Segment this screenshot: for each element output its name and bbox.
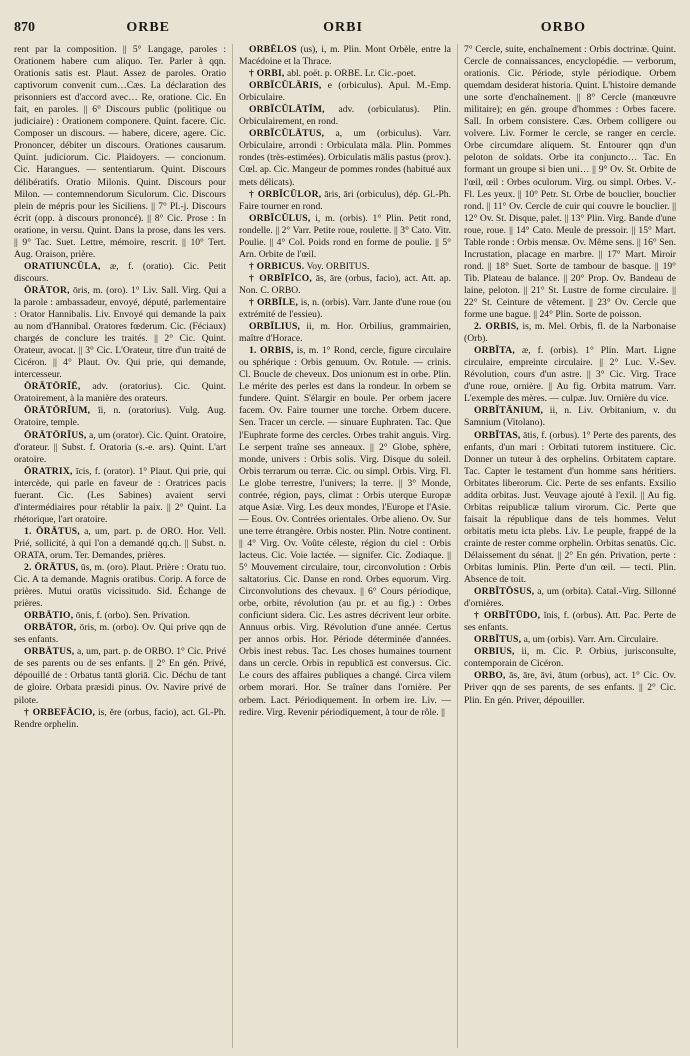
entry-headword: ORBĬCŬLĀTĬM, bbox=[249, 104, 325, 116]
entry-definition: ōnis, f. (orbo). Sen. Privation. bbox=[75, 610, 191, 622]
entry-definition: adv. (oratorius). Cic. Quint. Oratoirement, à la manière des orateurs. bbox=[14, 381, 226, 405]
entry-headword: ORBĀTOR, bbox=[24, 622, 77, 634]
dictionary-entry bbox=[239, 189, 451, 213]
dictionary-entry bbox=[14, 261, 226, 285]
entry-headword: 1. ŌRĀTUS, bbox=[24, 525, 80, 537]
entry-headword: ORBIUS, bbox=[474, 646, 515, 658]
entry-definition: e (orbiculus). Apul. M.-Emp. Orbiculaire. bbox=[239, 80, 451, 104]
entry-definition: ii, m. Hor. Orbilius, grammairien, maître d'Horace. bbox=[239, 321, 451, 345]
entry-definition: a, um (orbita). Catal.-Virg. Sillonné d'ornières. bbox=[464, 586, 676, 610]
dictionary-entry bbox=[239, 273, 451, 297]
dictionary-entry bbox=[464, 345, 676, 405]
dictionary-entry bbox=[239, 261, 451, 273]
dictionary-entry bbox=[14, 381, 226, 405]
entry-headword: † ORBI, bbox=[249, 68, 285, 80]
dictionary-entry bbox=[464, 670, 676, 706]
entry-headword: 2. ORBIS, bbox=[474, 321, 519, 333]
entry-definition: æ, f. (orbis). 1° Plin. Mart. Ligne circulaire, empreinte circulaire. || 2° Luc. V.-Sev. Révolution, cours d'un astre. || 3° Cic. Virg. Trace d'une roue, ornière. || Au fig. Orbita matrum. Varr. L'exemple des mères. — culpæ. Juv. Ornière du vice. bbox=[464, 345, 676, 405]
dictionary-entry bbox=[239, 44, 451, 68]
entry-headword: † ORBĬTŪDO, bbox=[474, 610, 541, 622]
dictionary-entry bbox=[14, 622, 226, 646]
entry-headword: ŌRĀTOR, bbox=[24, 284, 70, 296]
entry-headword: ORATIUNCŬLA, bbox=[24, 260, 101, 272]
dictionary-entry bbox=[464, 430, 676, 587]
entry-headword: ORBĬTA, bbox=[474, 345, 515, 357]
entry-definition: abl. poët. p. ORBE. Lr. Cic.-poet. bbox=[286, 68, 416, 80]
entry-headword: † ORBICUS. bbox=[249, 260, 305, 272]
dictionary-entry bbox=[14, 430, 226, 466]
entry-definition: a, um (orbis). Varr. Arn. Circulaire. bbox=[523, 634, 659, 646]
entry-headword: ORBĬTUS, bbox=[474, 634, 522, 646]
dictionary-entry bbox=[14, 44, 226, 261]
dictionary-entry bbox=[14, 285, 226, 381]
entry-headword: 2. ŌRĀTUS, bbox=[24, 562, 79, 574]
dictionary-entry bbox=[464, 321, 676, 345]
dictionary-entry bbox=[464, 44, 676, 321]
entry-definition: adv. (orbiculatus). Plin. Orbiculairement, en rond. bbox=[239, 104, 451, 128]
entry-definition: ās, āre, āvi, ātum (orbus), act. 1° Cic. Ov. Priver qqn de ses parents, de ses enfants. || 2° Cic. Plin. En gén. Priver, dépouiller. bbox=[464, 670, 676, 706]
entry-headword: ŌRĀTŌRĬĒ, bbox=[24, 381, 81, 393]
entry-headword: ORBĀTIO, bbox=[24, 610, 74, 622]
dictionary-entry bbox=[14, 610, 226, 622]
entry-definition: rent par la composition. || 5° Langage, paroles : Orationem habere cum aliquo. Ter. Parler à qqn. Orationis satis est. Plaut. Assez de paroles. Oratio captivorum convenit cum…Cæs. La déclaration des prisonniers est d'accord avec… Re, oratione. Cic. En fait, en paroles. || 6° Discours public (politique ou judiciaire) : Orationem componere. Quint. facere. Cic. Composer un discours. — habere, dicere, agere. Cic. Prononcer, débiter un discours. Orationes causarum. Quint. judiciorum. Cic. Plaidoyers. — concionum. Cic. Harangues. — sententiarum. Quint. Discours délibératifs. Oratio Milonis. Quint. Discours pour Milon. — contemnendorum Siculorum. Cic. Discours plein de mépris pour les Siciliens. || 7° Pl.-j. Discours écrit (opp. à discours prononcé). || 8° Cic. Prose : In oratione, in versu. Quint. Dans la prose, dans les vers. || 9° Tac. Suet. Lettre, mémoire, rescrit. || 10° Tert. Aug. Oraison, prière. bbox=[14, 44, 226, 260]
dictionary-entry bbox=[14, 466, 226, 526]
entry-headword: ORBĬTŌSUS, bbox=[474, 586, 535, 598]
entry-definition: is, ĕre (orbus, facio), act. Gl.-Ph. Rendre orphelin. bbox=[14, 706, 226, 730]
entry-definition: ii, m. Cic. P. Orbius, jurisconsulte, contemporain de Cicéron. bbox=[464, 646, 676, 670]
entry-definition: ii, n. Liv. Orbitanium, v. du Samnium (Vitolano). bbox=[464, 405, 676, 429]
dictionary-entry bbox=[14, 405, 226, 429]
header-left-word: ORBE bbox=[126, 20, 170, 35]
dictionary-entry bbox=[14, 646, 226, 706]
entry-definition: a, um (orbiculus). Varr. Orbiculaire, arrondi : Orbiculata māla. Plin. Pommes rondes (très-estimées). Orbiculatis mālis pastus (prov.). Cœl. ap. Cic. Mangeur de pommes rondes (habitué aux mets délicats). bbox=[239, 128, 451, 188]
dictionary-entry bbox=[464, 405, 676, 429]
entry-definition: æ, f. (oratio). Cic. Petit discours. bbox=[14, 260, 226, 284]
entry-definition: a, um, part. p. de ORBO. 1° Cic. Privé de ses parents ou de ses enfants. || 2° En gén. Privé, dépouillé de : Orbatus tantā gloriā. Cic. Déchu de tant de gloire. Orbata præsidi pinus. Ov. Navire privé de pilote. bbox=[14, 646, 226, 706]
entry-headword: ORBĀTUS, bbox=[24, 646, 75, 658]
column-2 bbox=[232, 44, 451, 1048]
entry-headword: ORBO, bbox=[474, 670, 506, 682]
dictionary-entry bbox=[464, 646, 676, 670]
dictionary-entry bbox=[239, 68, 451, 80]
entry-headword: ORBĬCŬLUS, bbox=[249, 212, 311, 224]
dictionary-entry bbox=[14, 526, 226, 562]
page-number: 870 bbox=[14, 20, 35, 35]
dictionary-entry bbox=[14, 562, 226, 610]
entry-headword: ORBĬCŬLĀTUS, bbox=[249, 128, 325, 140]
entry-definition: ūs, m. (oro). Plaut. Prière : Oratu tuo. Cic. A ta demande. Magnis oratibus. Corip. A force de prières. Mutui oratūs vicissitudo. Sid. Échange de prières. bbox=[14, 562, 226, 610]
dictionary-entry bbox=[239, 80, 451, 104]
entry-definition: ĭi, n. (oratorius). Vulg. Aug. Oratoire, temple. bbox=[14, 405, 226, 429]
entry-definition: Voy. ORBITUS. bbox=[306, 260, 370, 272]
entry-definition: (us), i, m. Plin. Mont Orbèle, entre la Macédoine et la Thrace. bbox=[239, 44, 451, 68]
entry-definition: ōris, m. (oro). 1° Liv. Sall. Virg. Qui a la parole : ambassadeur, envoyé, député, parlementaire : Orator Hannibalis. Liv. Envoyé qui demande la paix au nom d'Hannibal. Oratores fœderum. Cic. (Féciaux) chargés de conclure les traités. || 2° Cic. Quint. Orateur, avocat. || 3° Cic. L'Orateur, titre d'un traité de Cicéron. || 4° Plaut. Ov. Qui prie, qui demande, intercesseur. bbox=[14, 284, 226, 381]
entry-headword: 1. ORBIS, bbox=[249, 345, 294, 357]
entry-definition: ĭnis, f. (orbus). Att. Pac. Perte de ses enfants. bbox=[464, 610, 676, 634]
entry-definition: īcis, f. (orator). 1° Plaut. Qui prie, qui intercède, qui parle en faveur de : Oratrices pacis fuerant. Cic. (Les Sabines) avaient servi d'intermédiaires pour rétablir la paix. || 2° Quint. La rhétorique, l'art oratoire. bbox=[14, 465, 226, 525]
entry-definition: ātis, f. (orbus). 1° Perte des parents, des enfants, d'un mari : Orbitati tutorem instituere. Cic. Donner un tuteur à des orphelins. Orbitatem captare. Tac. Capter le testament d'un homme sans héritiers. Orbitates liberorum. Cic. Perte de ses enfants. Exsilio addita orbitas. Just. Veuvage ajouté à l'exil. || Au fig. Orbitas reipublicæ talium virorum. Cic. Perte que faisait la république dans de tels hommes. Velut orbitatis metu icta plebs. Liv. Le peuple, frappé de la crainte de rester comme orphelin. Orbitas senatūs. Cic. Délaissement du sénat. || 2° En gén. Privation, perte : Orbitas luminis. Plin. Perte d'un œil. — tecti. Plin. Absence de toit. bbox=[464, 429, 676, 586]
entry-definition: i, m. (orbis). 1° Plin. Petit rond, rondelle. || 2° Varr. Petite roue, roulette. || 3° Cato. Vitr. Poulie. || 4° Col. Poids rond en forme de poulie. || 5° Arn. Orbite de l'œil. bbox=[239, 212, 451, 260]
text-columns bbox=[14, 44, 676, 1048]
entry-headword: ŌRĀTŌRĬUM, bbox=[24, 405, 91, 417]
entry-headword: ŌRĀTŌRĬUS, bbox=[24, 429, 87, 441]
dictionary-entry bbox=[239, 104, 451, 128]
column-3 bbox=[457, 44, 676, 1048]
column-1 bbox=[14, 44, 226, 1048]
dictionary-entry bbox=[464, 586, 676, 610]
dictionary-entry bbox=[239, 345, 451, 718]
entry-definition: ās, āre (orbus, facio), act. Att. ap. Non. C. ORBO. bbox=[239, 272, 451, 296]
entry-headword: ORBĬCŬLĀRIS, bbox=[249, 80, 322, 92]
entry-definition: āris, āri (orbiculus), dép. Gl.-Ph. Faire tourner en rond. bbox=[239, 188, 451, 212]
entry-definition: a, um, part. p. de ORO. Hor. Vell. Prié, sollicité, à qui l'on a demandé qq.ch. || Subst. n. ORATA, orum. Ter. Demandes, prières. bbox=[14, 525, 226, 561]
dictionary-entry bbox=[239, 297, 451, 321]
entry-definition: is, n. (orbis). Varr. Jante d'une roue (ou extrémité de l'essieu). bbox=[239, 296, 451, 321]
entry-definition: is, m. Mel. Orbis, fl. de la Narbonaise (Orb). bbox=[464, 321, 676, 345]
dictionary-entry bbox=[14, 707, 226, 731]
entry-headword: ORBĬTAS, bbox=[474, 429, 521, 441]
entry-headword: † ORBĪLE, bbox=[249, 296, 299, 308]
entry-definition: a, um (orator). Cic. Quint. Oratoire, d'orateur. || Subst. f. Oratoria (s.-e. ars). Quint. L'art oratoire. bbox=[14, 429, 226, 465]
entry-headword: † ORBEFĀCIO, bbox=[24, 706, 96, 718]
entry-headword: ŌRATRIX, bbox=[24, 465, 73, 477]
entry-definition: is, m. 1° Rond, cercle, figure circulaire ou sphérique : Orbis genuum. Ov. Rotule. — crinis. Cl. Boucle de cheveux. Dos unionum est in orbe. Plin. Le mérite des perles est dans la rondeur. In orbem se fundere. Quint. S'élargir en boule. Per orbem jacere facem. Ov. Faire tourner une torche. Orbem ducere. Sen. Tracer un cercle. — sinuare Euphraten. Tac. Que l'Euphrate forme des cercles. Orbes trahit anguis. Virg. Le serpent traîne ses anneaux. || 2° Globe, sphère, monde, univers : Orbis solis. Virg. Disque du soleil. Orbis terrarum ou terræ. Cic. ou simpl. Orbis. Virg. Fl. Le globe terrestre, l'univers; la terre. || 3° Monde, contrée, région, pays, climat : Orbis uterque Europæ atque Asiæ. Virg. Les deux mondes, l'Europe et l'Asie. — Eous. Ov. Contrées orientales. Orbe alieno. Ov. Sur une terre étrangère. Orbis noster. Plin. Notre continent. || 4° Virg. Ov. Voûte céleste, région du ciel : Orbis lacteus. Cic. Voie lactée. — signifer. Cic. Zodiaque. || 5° Mouvement circulaire, tour, circonvolution : Orbis saltatorius. Cic. Danse en rond. Orbes equorum. Virg. Circonvolutions des chevaux. || 6° Cours périodique, orbe, orbite, révolution (au pr. et au fig.) : Orbes conficiunt sidera. Cic. Les astres décrivent leur orbite. Annuus orbis. Virg. Révolution d'une année. Certus per annos orbis. Hor. Période déterminée d'années. Orbis inest rebus. Tac. Les choses humaines tournent dans un cercle. Orbis in republicā est conversus. Cic. Le cours des affaires publiques a changé. Circa vilem orbem morari. Hor. Se traîner dans l'ornière. Per orbem. Lact. Périodiquement. In orbem ire. Liv. — redire. Virg. Revenir périodiquement, à tour de rôle. || bbox=[239, 345, 451, 718]
header-right-word: ORBO bbox=[540, 20, 586, 35]
entry-definition: ōris, m. (orbo). Ov. Qui prive qqn de ses enfants. bbox=[14, 622, 226, 646]
dictionary-entry bbox=[239, 213, 451, 261]
header-center-word: ORBI bbox=[323, 20, 363, 35]
dictionary-entry bbox=[464, 634, 676, 646]
entry-headword: ORBĬTĀNIUM, bbox=[474, 405, 544, 417]
entry-definition: 7° Cercle, suite, enchaînement : Orbis doctrinæ. Quint. Cercle de connaissances, encyclopédie. — verborum, orationis. Cic. Période, style périodique. Orbem quemdam desiderat historia. Quint. L'histoire demande une sorte d'enchaînement. || 8° Cercle (manœuvre militaire); en gén. groupe d'hommes : Orbes facere. Sall. In orbem consistere. Cæs. Orbem colligere ou volvere. Liv. Former le cercle, se ranger en cercle. Orbe circumdare aliquem. St. Entourer qqn d'un peloton de soldats. Orbe ita conjuncto… Tac. En formant un groupe si bien uni… || 9° Ov. St. Orbite de l'œil, œil : Orbes oculorum. Virg. ou simpl. Orbes. V.-Fl. Les yeux. || 10° Petr. St. Orbe de bouclier, bouclier rond. || 11° Ov. Cercle de cuir qui couvre le bouclier. || 12° Ov. St. Disque, palet. || 13° Plin. Virg. Bande d'une roue, roue. || 14° Cato. Meule de pressoir. || 15° Mart. Table ronde : Orbis mensæ. Ov. Même sens. || 16° Sen. Incrustation, placage en marbre. || 17° Mart. Miroir rond. || 18° Suet. Sorte de tambour de basque. || 19° Tib. Plateau de balance. || 20° Prop. Ov. Bandeau de laine, peloton. || 21° St. Lustre de forme circulaire. || 22° St. Ceinture de vêtement. || 23° Ov. Cercle que forme une bague. || 24° Plin. Sorte de poisson. bbox=[464, 44, 676, 321]
entry-headword: † ORBĬFĬCO, bbox=[249, 272, 312, 284]
dictionary-entry bbox=[239, 321, 451, 345]
running-header bbox=[14, 20, 676, 40]
dictionary-entry bbox=[239, 128, 451, 188]
entry-headword: ORBĒLOS bbox=[249, 44, 297, 55]
entry-headword: ORBĪLIUS, bbox=[249, 321, 301, 333]
dictionary-entry bbox=[464, 610, 676, 634]
entry-headword: † ORBĬCŬLOR, bbox=[249, 188, 322, 200]
